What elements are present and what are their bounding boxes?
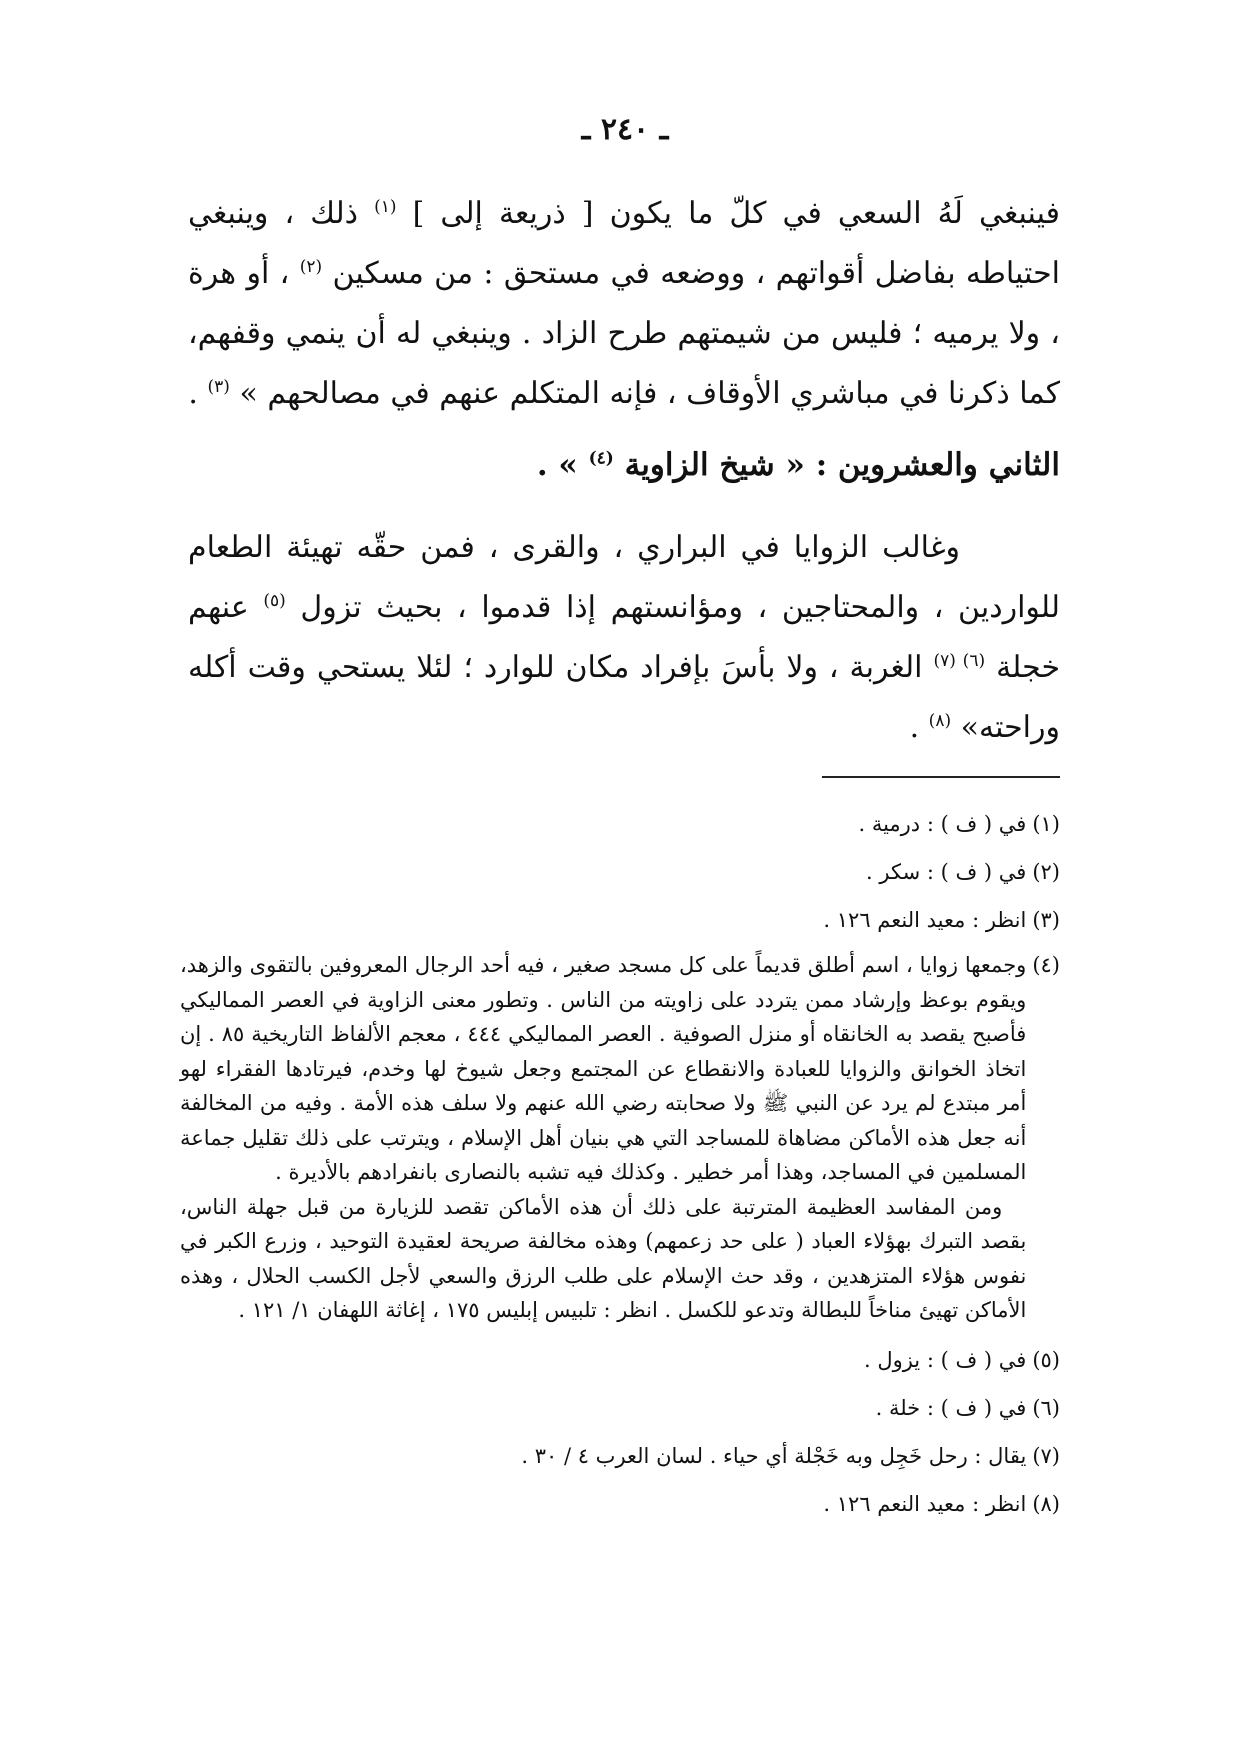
heading-end: » . [536,447,578,483]
paragraph-text [188,518,1060,758]
footnote-marker: (٧) [1032,1443,1060,1468]
footnote-text: في ( ف ) : سكر . [866,860,1027,884]
footnote-marker: (٣) [1032,908,1060,932]
section-heading [188,440,1060,490]
footnotes [180,800,1060,1528]
text-run: عنهم خجلة [188,590,1060,685]
footnote-paragraph: وجمعها زوايا ، اسم أطلق قديماً على كل مسجد صغير ، فيه أحد الرجال المعروفين بالتقوى والزهد، ويقوم بوعظ وإرشاد ممن يتردد على زاويته من الناس . وتطور معنى الزاوية في العصر المماليكي فأصبح يقصد به الخانقاه أو منزل الصوفية . العصر المماليكي ٤٤٤ ، معجم الألفاظ التاريخية ٨٥ . إن اتخاذ الخوانق والزوايا للعبادة والانقطاع عن المجتمع وجعل شيوخ لها وخدم، فيرتادها الفقراء لهو أمر مبتدع لم يرد عن النبي ﷺ ولا صحابته رضي الله عنهم ولا سلف هذه الأمة . وفيه من المخالفة أنه جعل هذه الأماكن مضاهاة للمساجد التي هي بنيان أهل الإسلام ، ويترتب على ذلك تقليل جماعة المسلمين في المساجد، وهذا أمر خطير . وكذلك فيه تشبه بالنصارى بانفرادهم بالأديرة . [180,953,1027,1184]
text-run: ذلك ، وينبغي احتياطه بفاضل أقواتهم ، ووضعه في مستحق : من مسكين [188,196,1060,291]
footnote-ref: (٦) (٧) [933,651,986,671]
page-number: ـ ٢٤٠ ـ [581,112,669,147]
footnote-marker: (٢) [1032,860,1060,884]
footnote-2 [180,848,1060,896]
footnote-ref: (٤) [588,448,614,469]
footnote-text: في ( ف ) : خلة . [875,1395,1027,1420]
footnote-text: انظر : معيد النعم ١٢٦ . [823,908,1027,932]
section-paragraph [188,518,1060,758]
footnote-paragraph: ومن المفاسد العظيمة المترتبة على ذلك أن هذه الأماكن تقصد للزيارة من قبل جهلة الناس، بقصد التبرك بهؤلاء العباد ( على حد زعمهم) وهذه مخالفة صريحة لعقيدة التوحيد ، وزرع الكبر في نفوس هؤلاء المتزهدين ، وقد حث الإسلام على طلب الرزق والسعي لأجل الكسب الحلال ، وهذه الأماكن تهيئ مناخاً للبطالة وتدعو للكسل . انظر : تلبيس إبليس ١٧٥ ، إغاثة اللهفان ١/ ١٢١ . [180,1194,1027,1322]
footnote-marker: (٤) [1032,953,1060,977]
footnote-4 [180,948,1060,1328]
text-run: ، أو هرة ، ولا يرميه ؛ فليس من شيمتهم طرح الزاد . وينبغي له أن ينمي وقفهم، كما ذكرنا في مباشري الأوقاف ، فإنه المتكلم عنهم في مصالحهم » [188,256,1060,411]
footnote-6 [180,1384,1060,1432]
footnote-text: في ( ف ) : درمية . [858,812,1027,836]
heading-text: الثاني والعشروين : « شيخ الزاوية [624,447,1060,483]
footnote-text: في ( ف ) : يزول . [863,1347,1027,1372]
footnote-8 [180,1480,1060,1528]
paragraph-text [188,184,1060,424]
footnote-marker: (٨) [1032,1491,1060,1516]
text-run: الغربة ، ولا بأسَ بإفراد مكان للوارد ؛ لئلا يستحي وقت أكله وراحته» [188,650,1060,745]
footnote-ref: (٨) [928,711,952,731]
main-paragraph [188,184,1060,424]
footnote-divider [822,776,1060,778]
footnote-1 [180,800,1060,848]
footnote-marker: (١) [1032,812,1060,836]
footnote-3 [180,896,1060,944]
footnote-text: يقال : رحل خَجِل وبه خَجْلة أي حياء . لسان العرب ٤ / ٣٠ . [521,1443,1027,1468]
footnote-ref: (١) [374,197,397,217]
text-run: . [188,376,198,411]
footnote-body [180,948,1026,1328]
footnote-marker: (٥) [1032,1347,1060,1372]
footnote-7 [180,1432,1060,1480]
text-run: وغالب الزوايا في البراري ، والقرى ، فمن حقّه تهيئة الطعام للواردين ، والمحتاجين ، ومؤانستهم إذا قدموا ، بحيث تزول [188,530,1060,625]
text-run: . [909,710,920,745]
footnote-text: انظر : معيد النعم ١٢٦ . [823,1491,1027,1516]
footnote-marker: (٦) [1032,1395,1060,1420]
footnote-ref: (٣) [207,377,230,397]
footnote-ref: (٢) [299,257,323,277]
footnote-5 [180,1336,1060,1384]
footnote-ref: (٥) [263,591,286,611]
text-run: فينبغي لَهُ السعي في كلّ ما يكون [ ذريعة إلى ] [412,196,1060,231]
